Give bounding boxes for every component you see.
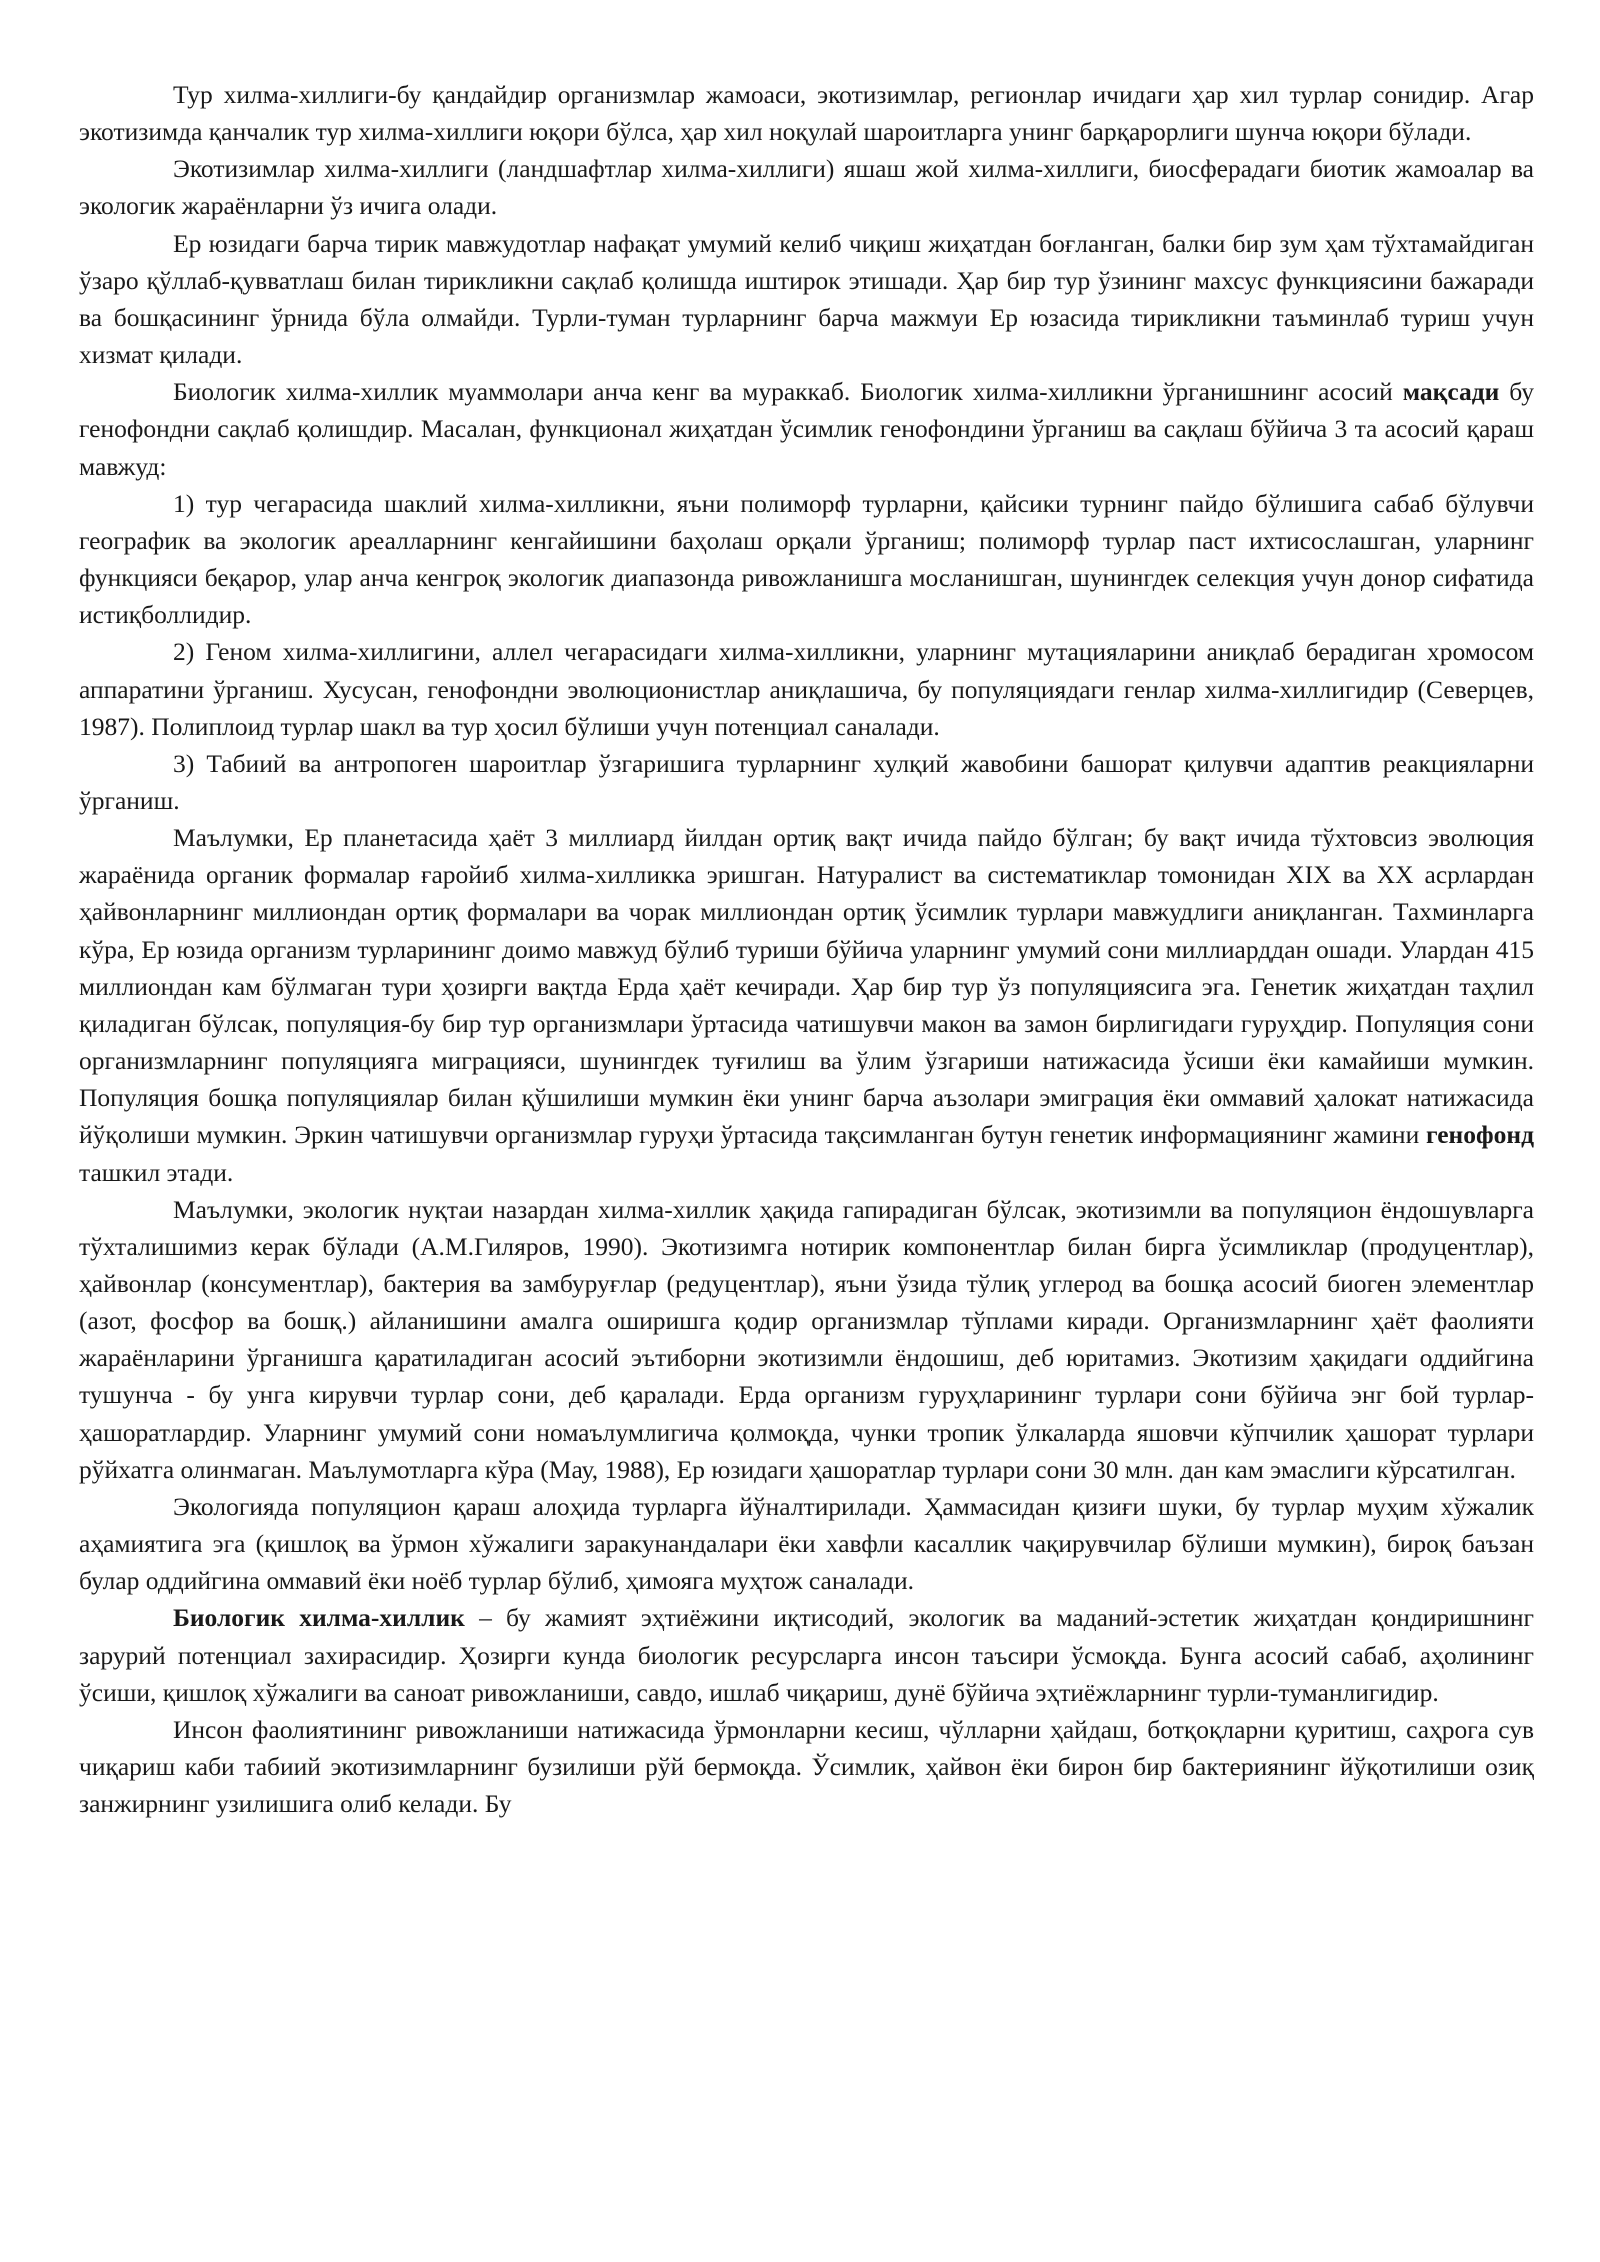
paragraph: [79, 1191, 1534, 1488]
paragraph-text: ташкил этади.: [79, 1157, 234, 1187]
paragraph: [79, 373, 1534, 484]
paragraph: [79, 1711, 1534, 1822]
paragraph: [79, 76, 1534, 150]
bold-term: мақсади: [1402, 377, 1500, 407]
paragraph: [79, 819, 1534, 1191]
paragraph-text: – бу жамият эҳтиёжини иқтисодий, экологик ва маданий-эстетик жиҳатдан қондиришнинг зарурий потенциал захирасидир. Ҳозирги кунда биологик ресурсларга инсон таъсири ўсмоқда. Бунга асосий сабаб, аҳолининг ўсиши, қишлоқ хўжалиги ва саноат ривожланиши, савдо, ишлаб чиқариш, дунё бўйича эҳтиёжларнинг турли-туманлигидир.: [79, 1603, 1534, 1707]
document-body: [79, 76, 1534, 1822]
paragraph-text: 3) Табиий ва антропоген шароитлар ўзгаришига турларнинг хулқий жавобини башорат қилувчи адаптив реакцияларни ўрганиш.: [79, 748, 1534, 815]
paragraph-text: 2) Геном хилма-хиллигини, аллел чегарасидаги хилма-хилликни, уларнинг мутацияларини аниқлаб берадиган хромосом аппаратини ўрганиш. Хусусан, генофондни эволюционистлар аниқлашича, бу популяциядаги генлар хилма-хиллигидир (Северцев, 1987). Полиплоид турлар шакл ва тур ҳосил бўлиши учун потенциал саналади.: [79, 637, 1534, 741]
paragraph-text: Тур хилма-хиллиги-бу қандайдир организмлар жамоаси, экотизимлар, регионлар ичидаги ҳар хил турлар сонидир. Агар экотизимда қанчалик тур хилма-хиллиги юқори бўлса, ҳар хил ноқулай шароитларга унинг барқарорлиги шунча юқори бўлади.: [79, 80, 1534, 147]
paragraph-text: Биологик хилма-хиллик муаммолари анча кенг ва мураккаб. Биологик хилма-хилликни ўрганишнинг асосий: [173, 377, 1403, 407]
paragraph-text: Ер юзидаги барча тирик мавжудотлар нафақат умумий келиб чиқиш жиҳатдан боғланган, балки бир зум ҳам тўхтамайдиган ўзаро қўллаб-қувватлаш билан тирикликни сақлаб қолишда иштирок этишади. Ҳар бир тур ўзининг махсус функциясини бажаради ва бошқасининг ўрнида бўла олмайди. Турли-туман турларнинг барча мажмуи Ер юзасида тирикликни таъминлаб туриш учун хизмат қилади.: [79, 228, 1534, 370]
paragraph: [79, 225, 1534, 374]
paragraph-text: Маълумки, Ер планетасида ҳаёт 3 миллиард йилдан ортиқ вақт ичида пайдо бўлган; бу вақт ичида тўхтовсиз эволюция жараёнида органик формалар ғаройиб хилма-хилликка эришган. Натуралист ва систематиклар томонидан XIX ва XX асрлардан ҳайвонларнинг миллиондан ортиқ формалари ва чорак миллиондан ортиқ ўсимлик турлари мавжудлиги аниқланган. Тахминларга кўра, Ер юзида организм турларининг доимо мавжуд бўлиб туриши бўйича уларнинг умумий сони миллиарддан ошади. Улардан 415 миллиондан кам бўлмаган тури ҳозирги вақтда Ерда ҳаёт кечиради. Ҳар бир тур ўз популяциясига эга. Генетик жиҳатдан таҳлил қиладиган бўлсак, популяция-бу бир тур организмлари ўртасида чатишувчи макон ва замон бирлигидаги гуруҳдир. Популяция сони организмларнинг популяцияга миграцияси, шунингдек туғилиш ва ўлим ўзгариши натижасида ўсиши ёки камайиши мумкин. Популяция бошқа популяциялар билан қўшилиши мумкин ёки унинг барча аъзолари эмиграция ёки оммавий ҳалокат натижасида йўқолиши мумкин. Эркин чатишувчи организмлар гуруҳи ўртасида тақсимланган бутун генетик информациянинг жамини: [79, 823, 1534, 1150]
paragraph: [79, 633, 1534, 744]
paragraph: [79, 745, 1534, 819]
paragraph-text: Экологияда популяцион қараш алоҳида турларга йўналтирилади. Ҳаммасидан қизиғи шуки, бу турлар муҳим хўжалик аҳамиятига эга (қишлоқ ва ўрмон хўжалиги заракунандалари ёки хавфли касаллик чақирувчилар бўлиши мумкин), бироқ баъзан булар оддийгина оммавий ёки ноёб турлар бўлиб, ҳимояга муҳтож саналади.: [79, 1491, 1534, 1596]
paragraph: [79, 1599, 1534, 1710]
bold-term: Биологик хилма-хиллик: [173, 1603, 465, 1633]
paragraph-text: 1) тур чегарасида шаклий хилма-хилликни, яъни полиморф турларни, қайсики турнинг пайдо бўлишига сабаб бўлувчи географик ва экологик ареалларнинг кенгайишини баҳолаш орқали ўрганиш; полиморф турлар паст ихтисослашган, уларнинг функцияси беқарор, улар анча кенгроқ экологик диапазонда ривожланишга мосланишган, шунингдек селекция учун донор сифатида истиқболлидир.: [79, 488, 1534, 630]
paragraph-text: Маълумки, экологик нуқтаи назардан хилма-хиллик ҳақида гапирадиган бўлсак, экотизимли ва популяцион ёндошувларга тўхталишимиз керак бўлади (А.М.Гиляров, 1990). Экотизимга нотирик компонентлар билан бирга ўсимликлар (продуцентлар), ҳайвонлар (консументлар), бактерия ва замбуруғлар (редуцентлар), яъни ўзида тўлиқ углерод ва бошқа асосий биоген элементлар (азот, фосфор ва бошқ.) айланишини амалга оширишга қодир организмлар тўплами киради. Организмларнинг ҳаёт фаолияти жараёнларини ўрганишга қаратиладиган асосий эътиборни экотизимли ёндошиш, деб юритамиз. Экотизим ҳақидаги оддийгина тушунча - бу унга кирувчи турлар сони, деб қаралади. Ерда организм гуруҳларининг турлари сони бўйича энг бой турлар-ҳашоратлардир. Уларнинг умумий сони номаълумлигича қолмоқда, чунки тропик ўлкаларда яшовчи кўпчилик ҳашорат турлари рўйхатга олинмаган. Маълумотларга кўра (Мау, 1988), Ер юзидаги ҳашоратлар турлари сони 30 млн. дан кам эмаслиги кўрсатилган.: [79, 1194, 1534, 1484]
paragraph-text: Инсон фаолиятининг ривожланиши натижасида ўрмонларни кесиш, чўлларни ҳайдаш, ботқоқларни қуритиш, саҳрога сув чиқариш каби табиий экотизимларнинг бузилиши рўй бермоқда. Ўсимлик, ҳайвон ёки бирон бир бактериянинг йўқотилиши озиқ занжирнинг узилишига олиб келади. Бу: [79, 1714, 1534, 1819]
paragraph-text: бу генофондни сақлаб қолишдир. Масалан, функционал жиҳатдан ўсимлик генофондини ўрганиш ва сақлаш бўйича 3 та асосий қараш мавжуд:: [79, 377, 1534, 481]
paragraph: [79, 1488, 1534, 1599]
paragraph: [79, 150, 1534, 224]
bold-term: генофонд: [1426, 1120, 1534, 1150]
paragraph: [79, 485, 1534, 634]
paragraph-text: Экотизимлар хилма-хиллиги (ландшафтлар хилма-хиллиги) яшаш жой хилма-хиллиги, биосферадаги биотик жамоалар ва экологик жараёнларни ўз ичига олади.: [79, 154, 1534, 221]
